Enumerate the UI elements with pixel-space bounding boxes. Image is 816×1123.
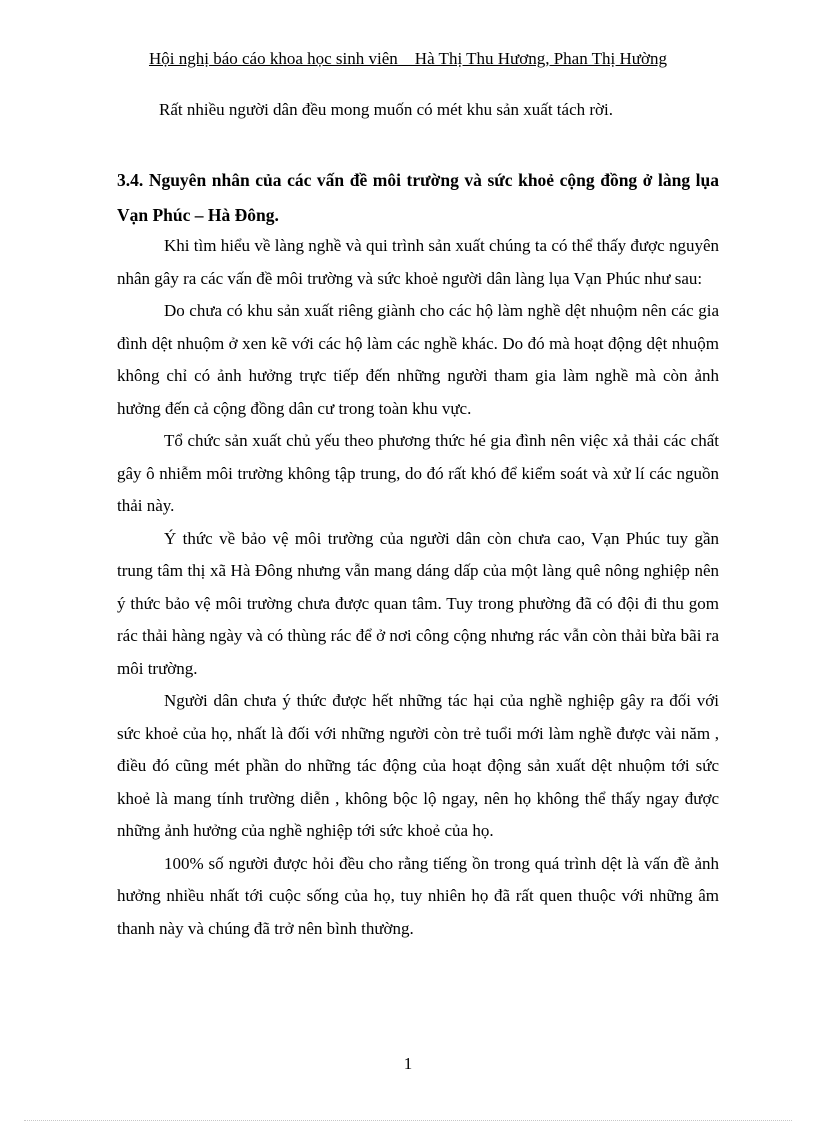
section-body (117, 230, 719, 945)
lead-paragraph: Rất nhiều người dân đều mong muốn có mét khu sản xuất tách rời. (159, 100, 613, 119)
page-number: 1 (403, 1054, 413, 1073)
body-paragraph: 100% số người được hỏi đều cho rằng tiếng ồn trong quá trình dệt là vấn đề ảnh hưởng nhiều nhất tới cuộc sống của họ, tuy nhiên họ đã rất quen thuộc với những âm thanh này và chúng đã trở nên bình thường. (117, 853, 719, 938)
body-paragraph: Do chưa có khu sản xuất riêng giành cho các hộ làm nghề dệt nhuộm nên các gia đình dệt nhuộm ở xen kẽ với các hộ làm các nghề khác. Do đó mà hoạt động dệt nhuộm không chỉ có ảnh hưởng trực tiếp đến những người tham gia làm nghề mà còn ảnh hưởng đến cả cộng đồng dân cư trong toàn khu vực. (117, 301, 719, 418)
body-paragraph: Khi tìm hiểu về làng nghề và qui trình sản xuất chúng ta có thể thấy được nguyên nhân gây ra các vấn đề môi trường và sức khoẻ người dân làng lụa Vạn Phúc như sau: (117, 236, 719, 288)
running-header: Hội nghị báo cáo khoa học sinh viên _ Hà Thị Thu Hương, Phan Thị Hường (148, 49, 668, 68)
body-paragraph: Ý thức về bảo vệ môi trường của người dân còn chưa cao, Vạn Phúc tuy gần trung tâm thị xã Hà Đông nhưng vẫn mang dáng dấp của một làng quê nông nghiệp nên ý thức bảo vệ môi trường chưa được quan tâm. Tuy trong phường đã có đội đi thu gom rác thải hàng ngày và có thùng rác để ở nơi công cộng nhưng rác vẫn còn thải bừa bãi ra môi trường. (117, 528, 719, 678)
section-heading: 3.4. Nguyên nhân của các vấn đề môi trường và sức khoẻ cộng đồng ở làng lụa Vạn Phúc – Hà Đông. (117, 170, 719, 225)
page-bottom-divider (24, 1120, 792, 1121)
body-paragraph: Tổ chức sản xuất chủ yếu theo phương thức hé gia đình nên việc xả thải các chất gây ô nhiễm môi trường không tập trung, do đó rất khó để kiểm soát và xử lí các nguồn thải này. (117, 431, 719, 515)
body-paragraph: Người dân chưa ý thức được hết những tác hại của nghề nghiệp gây ra đối với sức khoẻ của họ, nhất là đối với những người còn trẻ tuổi mới làm nghề được vài năm , điều đó cũng mét phần do những tác động của hoạt động sản xuất dệt nhuộm tới sức khoẻ là mang tính trường diễn , không bộc lộ ngay, nên họ không thể thấy ngay được những ảnh hưởng của nghề nghiệp tới sức khoẻ của họ. (117, 691, 719, 840)
